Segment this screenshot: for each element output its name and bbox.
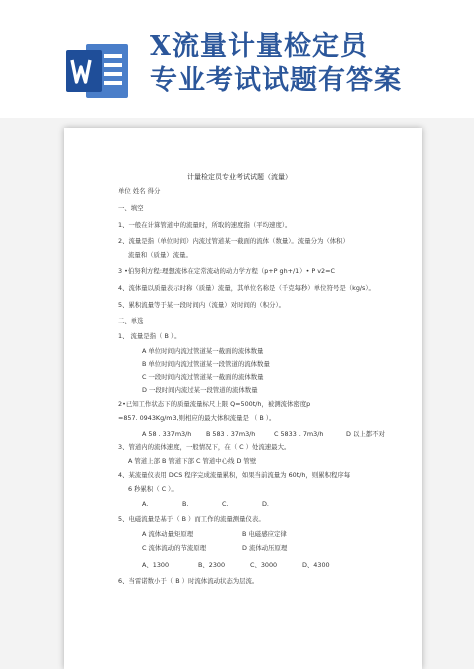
question-fill-3: 3 •伯努利方程:理想流体在定常流动的动力学方程（p+P gh+/1）• P v2=C [118, 267, 335, 275]
banner-title [150, 30, 460, 98]
choice-5-option-b: B 电磁感应定律 [242, 530, 287, 538]
choice-5-option-c: C 流体流动的节流原理 [142, 544, 207, 552]
choice-6-option-b: B、2300 [198, 561, 226, 569]
question-choice-1: 1、 流量是指（ B ）。 [118, 332, 181, 340]
choice-6-option-a: A、1300 [142, 561, 170, 569]
choice-5-option-a: A 流体动量矩原理 [142, 530, 194, 538]
question-fill-4: 4、流体量以质量表示时称（质量）流量，其单位名称是（千克每秒）单位符号是（kg/s）。 [118, 284, 375, 292]
section-single-choice: 二、单选 [118, 317, 144, 325]
question-choice-5: 5、电磁流量是基于（ B ）而工作的流量测量仪表。 [118, 515, 265, 523]
choice-4-option-a: A. [142, 500, 149, 508]
choice-1-option-b: B 单位时间内流过管道某一段管道的流体数量 [142, 360, 270, 368]
choice-3-options: A 管道上部 B 管道下部 C 管道中心线 D 管壁 [128, 457, 257, 465]
banner-title-line2: 专业考试试题有答案 [150, 65, 402, 96]
question-choice-6: 6、当雷诺数小于（ B ）时流体流动状态为层流。 [118, 577, 259, 585]
section-fill-blank: 一、填空 [118, 204, 144, 212]
question-choice-2: 2•已知工作状态下的质量流量标尺上限 Q=500t/h，被测流体密度p [118, 400, 311, 408]
question-fill-2a: 2、流量是指（单位时间）内流过管道某一截面的流体（数量）。流量分为（体积） [118, 237, 349, 245]
banner-title-line1: X流量计量检定员 [150, 31, 368, 62]
choice-4-option-d: D. [262, 500, 269, 508]
choice-2-option-a: A 58 . 337m3/h [142, 430, 192, 438]
question-choice-4: 4、某流量仪表用 DCS 程序完成流量累积，如果当前流量为 60t/h，则累积程序每 [118, 471, 351, 479]
choice-2-option-c: C 5833 . 7m3/h [274, 430, 324, 438]
question-choice-3: 3、管道内的流体速度，一般情况下，在（ C ）处流速最大。 [118, 443, 291, 451]
header-fields: 单位 姓名 得分 [118, 187, 161, 195]
document-page [64, 128, 422, 669]
banner [0, 0, 474, 118]
choice-5-option-d: D 流体动压原理 [242, 544, 288, 552]
question-fill-1: 1、一般在计算管道中的流量时，所取的速度指（平均速度）。 [118, 221, 292, 229]
choice-1-option-c: C 一段时间内流过管道某一截面的流体数量 [142, 373, 264, 381]
question-choice-4-cont: 6 秒累积（ C ）。 [128, 485, 178, 493]
choice-4-option-c: C. [222, 500, 229, 508]
choice-2-option-b: B 583 . 37m3/h [206, 430, 256, 438]
choice-6-option-d: D、4300 [302, 561, 330, 569]
choice-2-option-d: D 以上都不对 [346, 430, 385, 438]
question-fill-5: 5、累积流量等于某一段时间内（流量）对时间的（积分）。 [118, 301, 286, 309]
word-document-icon [64, 38, 130, 104]
choice-1-option-a: A 单位时间内流过管道某一截面的流体数量 [142, 347, 264, 355]
document-title: 计量检定员专业考试试题（流量） [187, 173, 292, 181]
choice-1-option-d: D 一段时间内流过某一段管道的流体数量 [142, 386, 258, 394]
question-choice-2-cont: =857. 0943Kg/m3,则相应的最大体积流量是 （ B ）。 [118, 414, 276, 422]
choice-6-option-c: C、3000 [250, 561, 278, 569]
question-fill-2b: 流量和（质量）流量。 [128, 251, 192, 259]
choice-4-option-b: B. [182, 500, 189, 508]
